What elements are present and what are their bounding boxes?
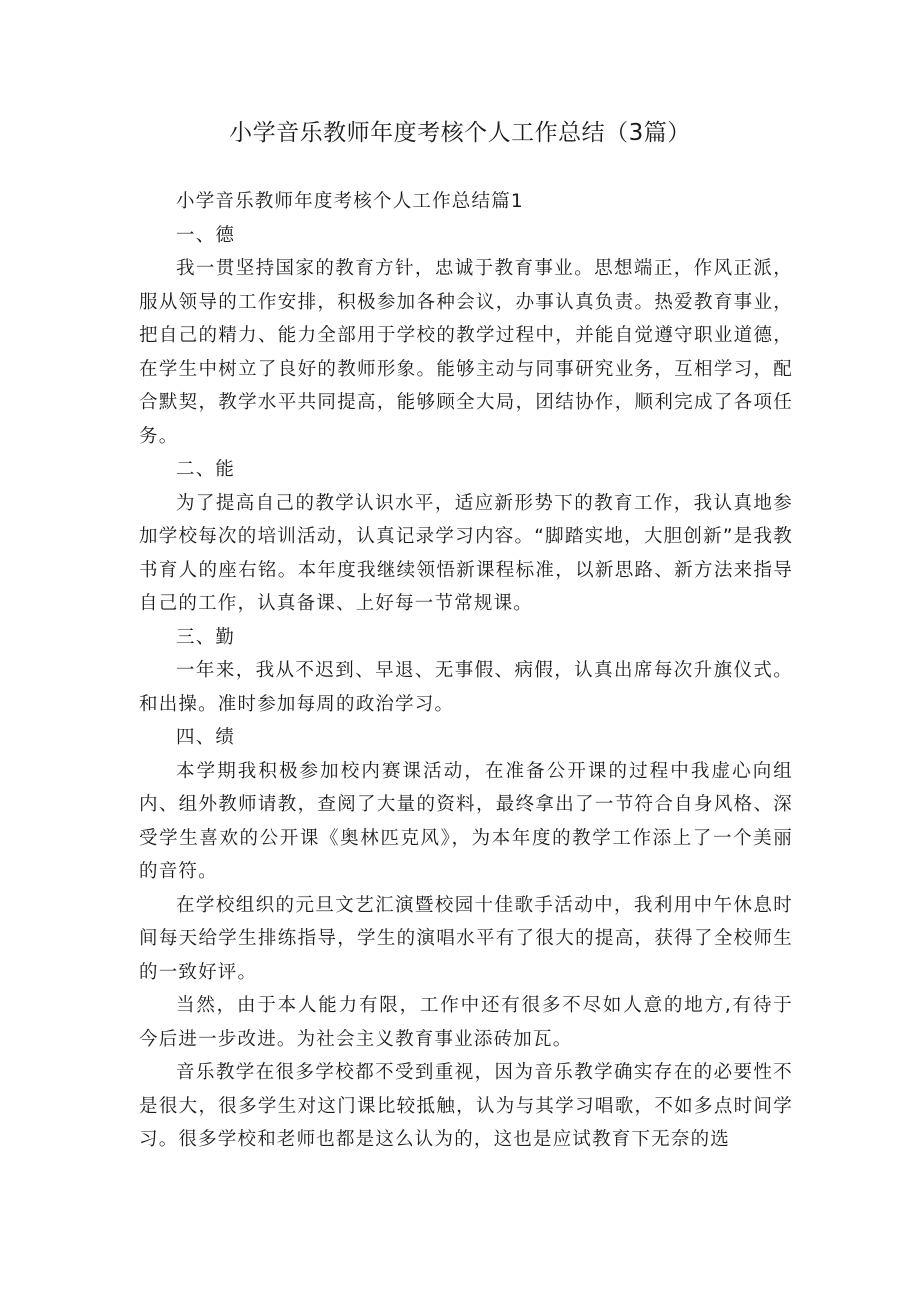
document-body	[139, 185, 793, 1157]
paragraph: 音乐教学在很多学校都不受到重视，因为音乐教学确实存在的必要性不是很大，很多学生对这门课比较抵触，认为与其学习唱歌，不如多点时间学习。很多学校和老师也都是这么认为的，这也是应试教育下无奈的选	[139, 1062, 793, 1150]
subheading-de: 一、德	[176, 224, 236, 246]
paragraph: 我一贯坚持国家的教育方针，忠诚于教育事业。思想端正，作风正派，服从领导的工作安排，积极参加各种会议，办事认真负责。热爱教育事业，把自己的精力、能力全部用于学校的教学过程中，并能自觉遵守职业道德，在学生中树立了良好的教师形象。能够主动与同事研究业务，互相学习，配合默契，教学水平共同提高，能够顾全大局，团结协作，顺利完成了各项任务。	[139, 258, 793, 447]
paragraph: 当然，由于本人能力有限，工作中还有很多不尽如人意的地方,有待于今后进一步改进。为社会主义教育事业添砖加瓦。	[139, 995, 793, 1050]
document-title: 小学音乐教师年度考核个人工作总结（3篇）	[229, 120, 691, 146]
paragraph: 本学期我积极参加校内赛课活动，在准备公开课的过程中我虚心向组内、组外教师请教，查阅了大量的资料，最终拿出了一节符合自身风格、深受学生喜欢的公开课《奥林匹克风》，为本年度的教学工作添上了一个美丽的音符。	[139, 760, 793, 882]
paragraph: 一年来，我从不迟到、早退、无事假、病假，认真出席每次升旗仪式。和出操。准时参加每周的政治学习。	[139, 660, 793, 715]
paragraph: 为了提高自己的教学认识水平，适应新形势下的教育工作，我认真地参加学校每次的培训活动，认真记录学习内容。“脚踏实地，大胆创新”是我教书育人的座右铭。本年度我继续领悟新课程标准，以新思路、新方法来指导自己的工作，认真备课、上好每一节常规课。	[139, 492, 793, 614]
subheading-ji: 四、绩	[176, 727, 236, 748]
paragraph: 在学校组织的元旦文艺汇演暨校园十佳歌手活动中，我利用中午休息时间每天给学生排练指导，学生的演唱水平有了很大的提高，获得了全校师生的一致好评。	[139, 894, 793, 983]
subheading-neng: 二、能	[176, 459, 236, 480]
subheading-qin: 三、勤	[176, 626, 236, 648]
section-heading: 小学音乐教师年度考核个人工作总结篇1	[176, 191, 524, 212]
